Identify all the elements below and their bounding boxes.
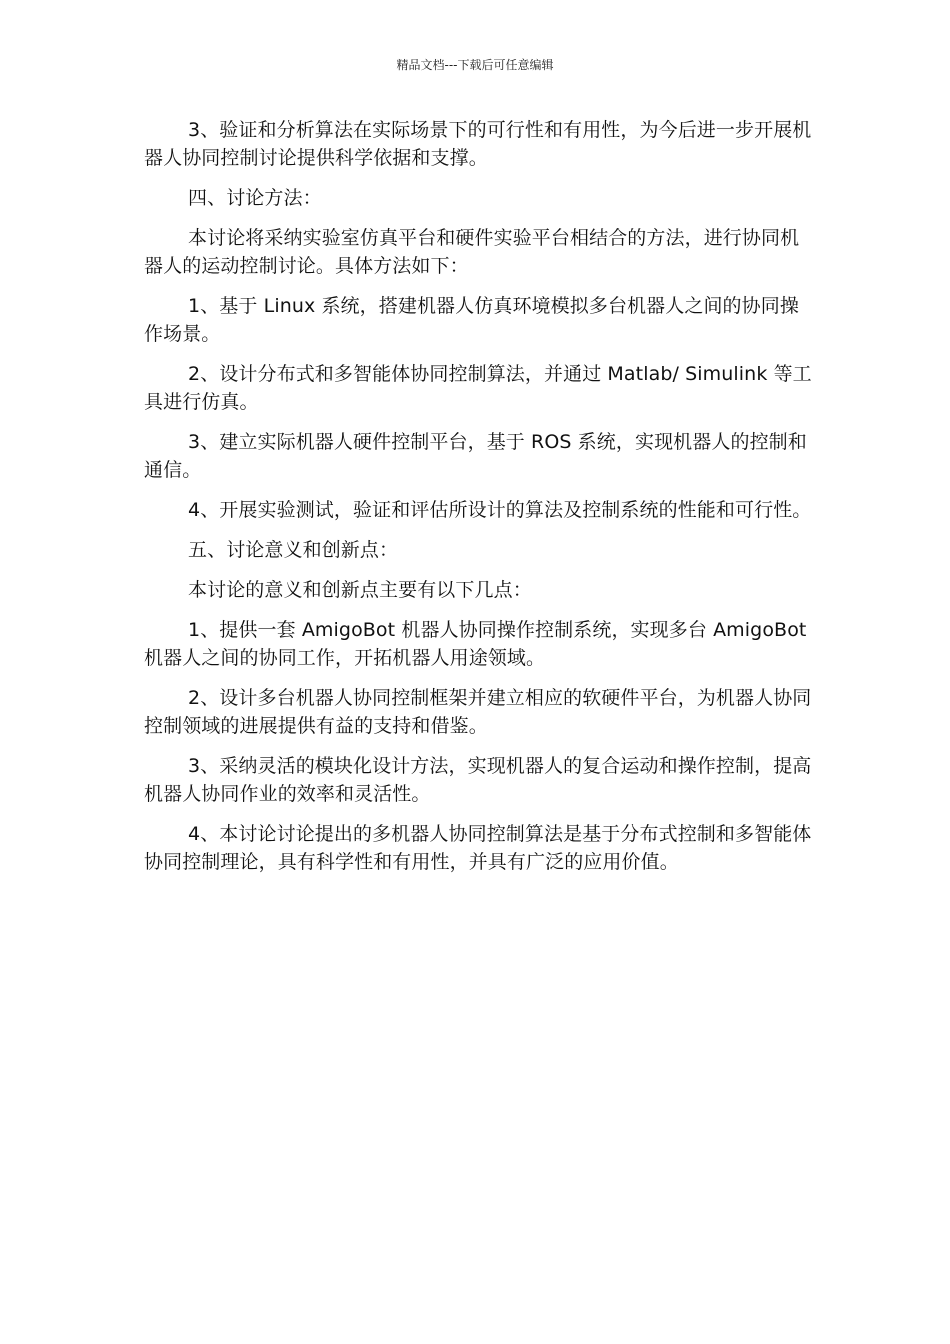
paragraph-significance-1: 1、提供一套 AmigoBot 机器人协同操作控制系统，实现多台 AmigoBot 机器人之间的协同工作，开拓机器人用途领域。 [144, 619, 807, 669]
paragraph-method-2: 2、设计分布式和多智能体协同控制算法，并通过 Matlab/ Simulink 等工具进行仿真。 [144, 363, 812, 413]
paragraph-significance-2: 2、设计多台机器人协同控制框架并建立相应的软硬件平台，为机器人协同控制领域的进展提供有益的支持和借鉴。 [144, 687, 812, 737]
section-heading-methods: 四、讨论方法： [188, 187, 322, 209]
paragraph-methods-intro: 本讨论将采纳实验室仿真平台和硬件实验平台相结合的方法，进行协同机器人的运动控制讨论。具体方法如下： [144, 227, 800, 277]
paragraph-significance-3: 3、采纳灵活的模块化设计方法，实现机器人的复合运动和操作控制，提高机器人协同作业的效率和灵活性。 [144, 755, 812, 805]
section-heading-significance: 五、讨论意义和创新点： [188, 539, 399, 561]
paragraph-significance-4: 4、本讨论讨论提出的多机器人协同控制算法是基于分布式控制和多智能体协同控制理论，具有科学性和有用性，并具有广泛的应用价值。 [144, 823, 812, 873]
paragraph-objective-3: 3、验证和分析算法在实际场景下的可行性和有用性，为今后进一步开展机器人协同控制讨论提供科学依据和支撑。 [144, 119, 812, 169]
paragraph-significance-intro: 本讨论的意义和创新点主要有以下几点： [188, 579, 532, 601]
paragraph-method-4: 4、开展实验测试，验证和评估所设计的算法及控制系统的性能和可行性。 [188, 499, 812, 521]
paragraph-method-3: 3、建立实际机器人硬件控制平台，基于 ROS 系统，实现机器人的控制和通信。 [144, 431, 807, 481]
document-body [144, 116, 816, 888]
paragraph-method-1: 1、基于 Linux 系统，搭建机器人仿真环境模拟多台机器人之间的协同操作场景。 [144, 295, 799, 345]
page-header: 精品文档---下载后可任意编辑 [396, 58, 554, 72]
